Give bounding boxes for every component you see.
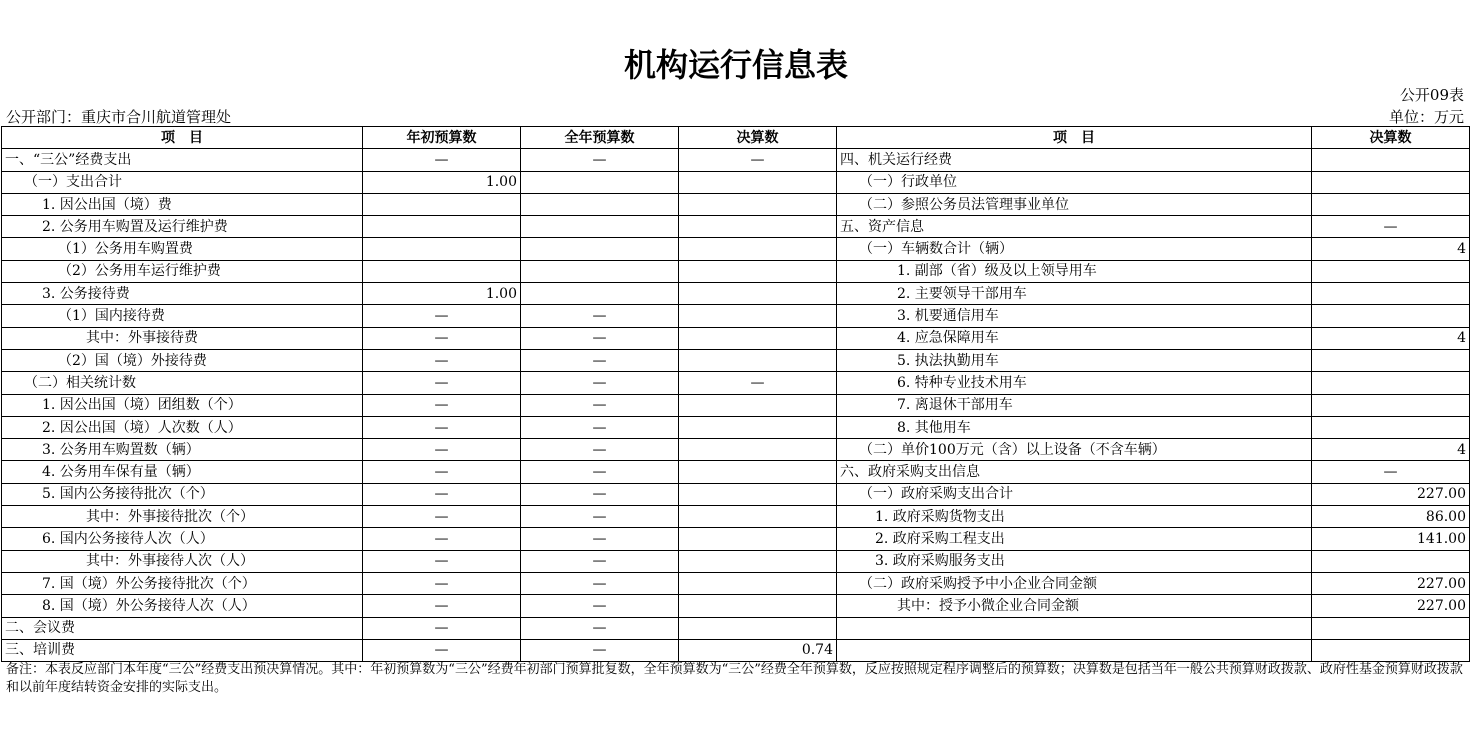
final-cell: 0.74 [679,639,837,661]
final-cell [679,327,837,349]
budget-initial-cell: — [363,349,521,371]
right-item-cell: 六、政府采购支出信息 [837,461,1312,483]
budget-initial-cell: — [363,416,521,438]
left-item-cell: （2）公务用车运行维护费 [2,260,363,282]
budget-full-cell: — [521,372,679,394]
budget-full-cell [521,238,679,260]
budget-initial-cell [363,260,521,282]
final-cell [679,349,837,371]
budget-full-cell: — [521,416,679,438]
budget-full-cell: — [521,595,679,617]
budget-initial-cell: 1.00 [363,283,521,305]
budget-initial-cell: — [363,639,521,661]
footnote: 备注：本表反应部门本年度“三公”经费支出预决算情况。其中：年初预算数为“三公”经费年初部门预算批复数，全年预算数为“三公”经费全年预算数，反应按照规定程序调整后的预算数；决算数是包括当年一般公共预算财政拨款、政府性基金预算财政拨款和以前年度结转资金安排的实际支出。 [6,662,1463,695]
left-item-cell: 3. 公务接待费 [2,283,363,305]
final-cell [679,171,837,193]
right-item-cell: 五、资产信息 [837,216,1312,238]
table-row [2,639,1470,661]
left-item-cell: 其中：外事接待人次（人） [2,550,363,572]
budget-full-cell: — [521,483,679,505]
department-label: 公开部门：重庆市合川航道管理处 [6,108,232,126]
left-item-cell: 1. 因公出国（境）团组数（个） [2,394,363,416]
right-final-cell [1312,283,1470,305]
budget-initial-cell: — [363,506,521,528]
budget-initial-cell: — [363,149,521,171]
budget-initial-cell: — [363,550,521,572]
budget-full-cell [521,216,679,238]
table-row [2,394,1470,416]
budget-full-cell [521,260,679,282]
left-item-cell: 5. 国内公务接待批次（个） [2,483,363,505]
right-item-cell: 2. 主要领导干部用车 [837,283,1312,305]
right-item-cell: 3. 政府采购服务支出 [837,550,1312,572]
budget-full-cell: — [521,461,679,483]
right-item-cell: （二）政府采购授予中小企业合同金额 [837,572,1312,594]
final-cell [679,528,837,550]
right-final-cell: 227.00 [1312,572,1470,594]
right-item-cell: （一）车辆数合计（辆） [837,238,1312,260]
table-row [2,572,1470,594]
budget-initial-cell: — [363,305,521,327]
budget-initial-cell: — [363,617,521,639]
right-final-cell [1312,416,1470,438]
table-row [2,305,1470,327]
table-row [2,416,1470,438]
left-item-cell: （一）支出合计 [2,171,363,193]
right-final-cell [1312,171,1470,193]
right-final-cell: 4 [1312,439,1470,461]
final-cell [679,416,837,438]
right-final-cell: 4 [1312,238,1470,260]
left-item-cell: （2）国（境）外接待费 [2,349,363,371]
final-cell [679,439,837,461]
final-cell [679,483,837,505]
right-final-cell [1312,550,1470,572]
right-item-cell: 1. 副部（省）级及以上领导用车 [837,260,1312,282]
right-item-cell: 8. 其他用车 [837,416,1312,438]
final-cell [679,461,837,483]
right-final-cell: 227.00 [1312,483,1470,505]
budget-initial-cell: — [363,394,521,416]
budget-full-cell: — [521,572,679,594]
table-row [2,238,1470,260]
final-cell [679,260,837,282]
right-final-cell: 86.00 [1312,506,1470,528]
right-item-cell: （二）单价100万元（含）以上设备（不含车辆） [837,439,1312,461]
table-row [2,461,1470,483]
table-row [2,372,1470,394]
budget-full-cell: — [521,394,679,416]
header-budget-initial: 年初预算数 [363,127,521,149]
table-row [2,283,1470,305]
budget-full-cell: — [521,439,679,461]
left-item-cell: 三、培训费 [2,639,363,661]
right-item-cell: 1. 政府采购货物支出 [837,506,1312,528]
table-row [2,506,1470,528]
right-item-cell: 其中：授予小微企业合同金额 [837,595,1312,617]
budget-initial-cell [363,238,521,260]
final-cell [679,617,837,639]
budget-full-cell: — [521,550,679,572]
right-final-cell [1312,305,1470,327]
final-cell [679,283,837,305]
table-row [2,171,1470,193]
final-cell: — [679,149,837,171]
right-item-cell: （一）政府采购支出合计 [837,483,1312,505]
left-item-cell: 1. 因公出国（境）费 [2,193,363,215]
table-row [2,193,1470,215]
right-item-cell: 5. 执法执勤用车 [837,349,1312,371]
left-item-cell: （1）公务用车购置费 [2,238,363,260]
final-cell [679,216,837,238]
right-final-cell [1312,349,1470,371]
table-row [2,149,1470,171]
right-item-cell: （二）参照公务员法管理事业单位 [837,193,1312,215]
right-item-cell [837,639,1312,661]
budget-initial-cell: — [363,572,521,594]
table-row [2,550,1470,572]
left-item-cell: 4. 公务用车保有量（辆） [2,461,363,483]
left-item-cell: 2. 因公出国（境）人次数（人） [2,416,363,438]
table-row [2,260,1470,282]
budget-initial-cell [363,193,521,215]
header-right-item: 项 目 [837,127,1312,149]
table-header-row [2,127,1470,149]
right-item-cell: 7. 离退休干部用车 [837,394,1312,416]
final-cell [679,193,837,215]
budget-full-cell [521,193,679,215]
final-cell [679,572,837,594]
budget-initial-cell: — [363,439,521,461]
budget-initial-cell: — [363,595,521,617]
budget-full-cell [521,283,679,305]
left-item-cell: 其中：外事接待费 [2,327,363,349]
right-final-cell: 141.00 [1312,528,1470,550]
right-item-cell: 4. 应急保障用车 [837,327,1312,349]
right-final-cell: — [1312,461,1470,483]
header-final: 决算数 [679,127,837,149]
final-cell [679,550,837,572]
header-left-item: 项 目 [2,127,363,149]
table-row [2,595,1470,617]
info-table [1,126,1470,662]
right-item-cell: 6. 特种专业技术用车 [837,372,1312,394]
right-final-cell [1312,394,1470,416]
left-item-cell: 7. 国（境）外公务接待批次（个） [2,572,363,594]
right-final-cell: 227.00 [1312,595,1470,617]
right-final-cell: 4 [1312,327,1470,349]
table-row [2,216,1470,238]
left-item-cell: 二、会议费 [2,617,363,639]
right-final-cell [1312,260,1470,282]
right-final-cell [1312,639,1470,661]
budget-full-cell: — [521,305,679,327]
left-item-cell: 其中：外事接待批次（个） [2,506,363,528]
right-final-cell [1312,372,1470,394]
header-right-final: 决算数 [1312,127,1470,149]
final-cell [679,238,837,260]
budget-full-cell: — [521,506,679,528]
final-cell [679,506,837,528]
budget-initial-cell: — [363,327,521,349]
budget-initial-cell [363,216,521,238]
budget-initial-cell: — [363,528,521,550]
budget-initial-cell: — [363,372,521,394]
left-item-cell: （1）国内接待费 [2,305,363,327]
table-row [2,327,1470,349]
right-final-cell [1312,149,1470,171]
budget-full-cell: — [521,617,679,639]
final-cell [679,394,837,416]
budget-full-cell [521,171,679,193]
budget-full-cell: — [521,149,679,171]
final-cell: — [679,372,837,394]
left-item-cell: 6. 国内公务接待人次（人） [2,528,363,550]
left-item-cell: 一、“三公”经费支出 [2,149,363,171]
budget-full-cell: — [521,639,679,661]
right-item-cell: 3. 机要通信用车 [837,305,1312,327]
right-item-cell [837,617,1312,639]
budget-full-cell: — [521,528,679,550]
right-item-cell: 四、机关运行经费 [837,149,1312,171]
budget-initial-cell: — [363,461,521,483]
right-final-cell [1312,617,1470,639]
table-row [2,439,1470,461]
right-final-cell: — [1312,216,1470,238]
right-final-cell [1312,193,1470,215]
header-budget-full: 全年预算数 [521,127,679,149]
budget-full-cell: — [521,327,679,349]
budget-full-cell: — [521,349,679,371]
final-cell [679,305,837,327]
table-row [2,349,1470,371]
final-cell [679,595,837,617]
left-item-cell: （二）相关统计数 [2,372,363,394]
left-item-cell: 2. 公务用车购置及运行维护费 [2,216,363,238]
right-item-cell: （一）行政单位 [837,171,1312,193]
right-item-cell: 2. 政府采购工程支出 [837,528,1312,550]
table-row [2,528,1470,550]
unit-label: 单位：万元 [1388,108,1464,126]
table-row [2,483,1470,505]
left-item-cell: 3. 公务用车购置数（辆） [2,439,363,461]
budget-initial-cell: 1.00 [363,171,521,193]
table-row [2,617,1470,639]
page-title: 机构运行信息表 [623,46,848,84]
budget-initial-cell: — [363,483,521,505]
table-number: 公开09表 [1399,86,1464,104]
left-item-cell: 8. 国（境）外公务接待人次（人） [2,595,363,617]
